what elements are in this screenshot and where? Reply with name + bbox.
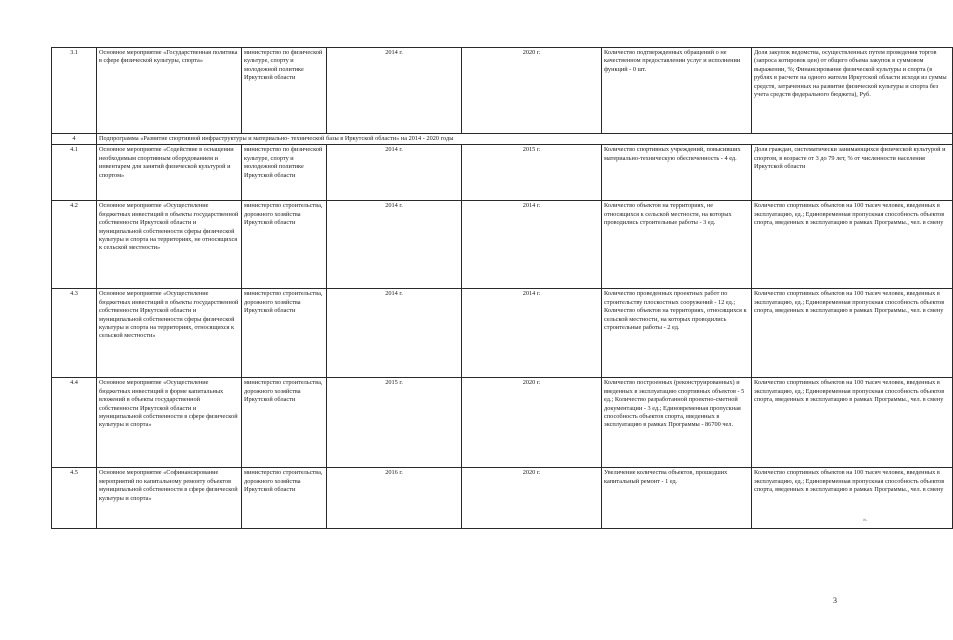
program-measures-table xyxy=(51,47,953,529)
row-number: 4.5 xyxy=(52,468,97,529)
start-year-cell: 2014 г. xyxy=(327,145,462,201)
table-row xyxy=(52,201,953,289)
table-row xyxy=(52,378,953,468)
table-row xyxy=(52,289,953,378)
measure-cell: Основное мероприятие «Осуществление бюджетных инвестиций в объекты государственной собственности Иркутской области и муниципальной собственности сферы физической культуры и спорта на территориях, относящихся к сельской местности» xyxy=(97,289,242,378)
result-cell: Количество подтвержденных обращений о не качественном предоставлении услуг и исполнении функций - 0 шт. xyxy=(602,48,752,134)
closing-quote-mark: ». xyxy=(863,517,868,523)
start-year-cell: 2014 г. xyxy=(327,201,462,289)
row-number: 4.2 xyxy=(52,201,97,289)
end-year-cell: 2015 г. xyxy=(462,145,602,201)
result-cell: Увеличение количества объектов, прошедших капитальный ремонт - 1 ед. xyxy=(602,468,752,529)
measure-cell: Основное мероприятие «Софинансирование мероприятий по капитальному ремонту объектов муниципальной собственности в сфере физической культуры и спорта» xyxy=(97,468,242,529)
measure-cell: Основное мероприятие «Осуществление бюджетных инвестиций в объекты государственной собственности Иркутской области и муниципальной собственности сферы физической культуры и спорта на территориях, не относящихся к сельской местности» xyxy=(97,201,242,289)
page-number: 3 xyxy=(833,596,837,605)
subprogram-row xyxy=(52,134,953,145)
end-year-cell: 2014 г. xyxy=(462,201,602,289)
executor-cell: министерство по физической культуре, спорту и молодежной политике Иркутской области xyxy=(242,48,327,134)
row-number: 3.1 xyxy=(52,48,97,134)
executor-cell: министерство по физической культуре, спорту и молодежной политике Иркутской области xyxy=(242,145,327,201)
start-year-cell: 2014 г. xyxy=(327,289,462,378)
row-number: 4.3 xyxy=(52,289,97,378)
measure-cell: Основное мероприятие «Осуществление бюджетных инвестиций в форме капитальных вложений в объекты государственной собственности Иркутской области и муниципальной собственности в сфере физической культуры и спорта» xyxy=(97,378,242,468)
end-year-cell: 2014 г. xyxy=(462,289,602,378)
indicator-cell: Доля закупок ведомства, осуществленных путем проведения торгов (запроса котировок цен) от общего объема закупок в суммовом выражении, %; Финансирование физической культуры и спорта (в рублях в расчете на одного жителя Иркутской области исходя из суммы средств, затраченных на развитие физической культуры и спорта без учета средств федерального бюджета), Руб. xyxy=(752,48,953,134)
end-year-cell: 2020 г. xyxy=(462,378,602,468)
indicator-cell: Доля граждан, систематически занимающихся физической культурой и спортом, в возрасте от 3 до 79 лет, % от численности населения Иркутской области xyxy=(752,145,953,201)
executor-cell: министерство строительства, дорожного хозяйства Иркутской области xyxy=(242,289,327,378)
row-number: 4.4 xyxy=(52,378,97,468)
start-year-cell: 2014 г. xyxy=(327,48,462,134)
indicator-cell: Количество спортивных объектов на 100 тысяч человек, введенных в эксплуатацию, ед.; Единовременная пропускная способность объектов спорта, введенных в эксплуатацию в рамках Программы., чел. в смену xyxy=(752,201,953,289)
result-cell: Количество построенных (реконструированных) и введенных в эксплуатацию спортивных объектов - 5 ед.; Количество разработанной проектно-сметной документации - 3 ед.; Единовременная пропускная способность объектов спорта, введенных в эксплуатацию в рамках Программы - 86700 чел. xyxy=(602,378,752,468)
executor-cell: министерство строительства, дорожного хозяйства Иркутской области xyxy=(242,378,327,468)
result-cell: Количество спортивных учреждений, повысивших материально-техническую обеспеченность - 4 ед. xyxy=(602,145,752,201)
result-cell: Количество проведенных проектных работ по строительству плоскостных сооружений - 12 ед.; Количество объектов на территориях, относящихся к сельской местности, на которых проводились строительные работы - 2 ед. xyxy=(602,289,752,378)
indicator-cell: Количество спортивных объектов на 100 тысяч человек, введенных в эксплуатацию, ед.; Единовременная пропускная способность объектов спорта, введенных в эксплуатацию в рамках Программы., чел. в смену xyxy=(752,468,953,529)
executor-cell: министерство строительства, дорожного хозяйства Иркутской области xyxy=(242,468,327,529)
table-row xyxy=(52,145,953,201)
start-year-cell: 2015 г. xyxy=(327,378,462,468)
indicator-cell: Количество спортивных объектов на 100 тысяч человек, введенных в эксплуатацию, ед.; Единовременная пропускная способность объектов спорта, введенных в эксплуатацию в рамках Программы., чел. в смену xyxy=(752,289,953,378)
table-row xyxy=(52,468,953,529)
measure-cell: Основное мероприятие «Содействие в оснащении необходимым спортивным оборудованием и инвентарем для занятий физической культурой и спортом» xyxy=(97,145,242,201)
result-cell: Количество объектов на территориях, не относящихся к сельской местности, на которых проводились строительные работы - 3 ед. xyxy=(602,201,752,289)
subprogram-title: Подпрограмма «Развитие спортивной инфраструктуры и материально- технической базы в Иркутской области» на 2014 - 2020 годы xyxy=(97,134,953,145)
row-number: 4 xyxy=(52,134,97,145)
measure-cell: Основное мероприятие «Государственная политика в сфере физической культуры, спорта» xyxy=(97,48,242,134)
start-year-cell: 2016 г. xyxy=(327,468,462,529)
row-number: 4.1 xyxy=(52,145,97,201)
table-row xyxy=(52,48,953,134)
executor-cell: министерство строительства, дорожного хозяйства Иркутской области xyxy=(242,201,327,289)
end-year-cell: 2020 г. xyxy=(462,468,602,529)
indicator-cell: Количество спортивных объектов на 100 тысяч человек, введенных в эксплуатацию, ед.; Единовременная пропускная способность объектов спорта, введенных в эксплуатацию в рамках Программы., чел. в смену xyxy=(752,378,953,468)
end-year-cell: 2020 г. xyxy=(462,48,602,134)
